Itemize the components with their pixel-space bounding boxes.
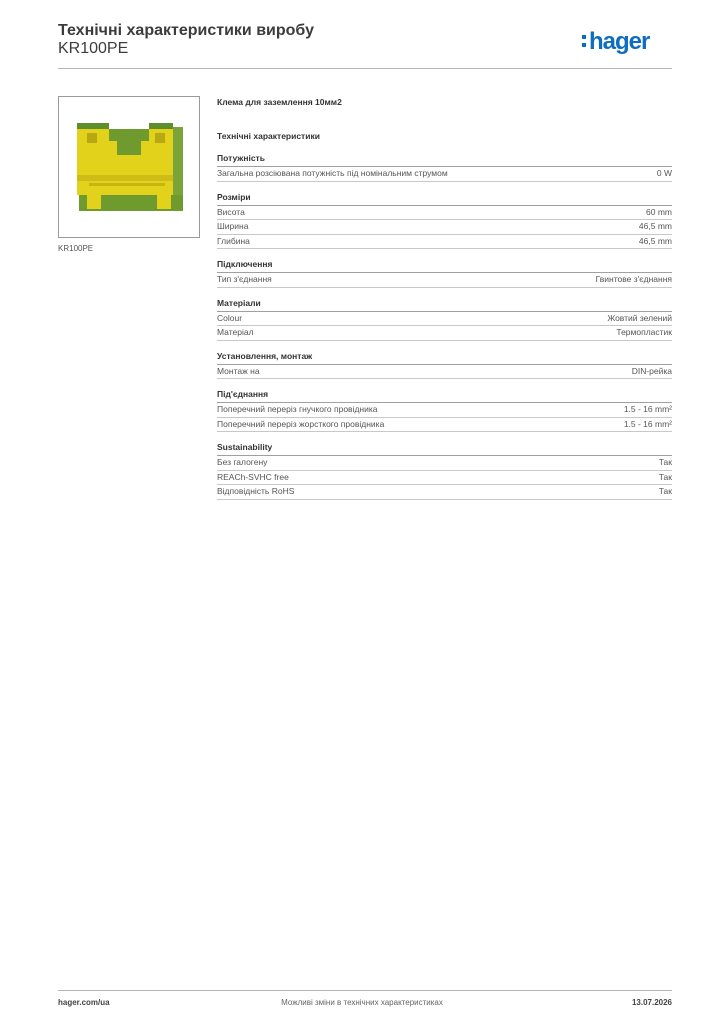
header-divider bbox=[58, 68, 672, 69]
section-connection bbox=[217, 258, 672, 288]
spec-row bbox=[217, 235, 672, 250]
spec-row bbox=[217, 312, 672, 327]
spec-label: Матеріал bbox=[217, 327, 254, 337]
spec-value: 1.5 - 16 mm² bbox=[623, 404, 672, 414]
spec-label: Colour bbox=[217, 312, 243, 323]
section-materials bbox=[217, 297, 672, 341]
spec-label: Ширина bbox=[217, 221, 249, 231]
spec-value: 46,5 mm bbox=[638, 221, 672, 231]
spec-value: Термопластик bbox=[616, 327, 672, 337]
spec-label: Поперечний переріз жорсткого провідника bbox=[217, 418, 385, 429]
spec-value: 0 W bbox=[656, 168, 672, 178]
spec-row bbox=[217, 206, 672, 221]
section-dimensions bbox=[217, 191, 672, 250]
terminal-block-image bbox=[59, 97, 199, 237]
section-title: Потужність bbox=[217, 152, 672, 167]
spec-value: DIN-рейка bbox=[631, 365, 672, 376]
spec-label: Висота bbox=[217, 206, 245, 217]
footer-website-link[interactable]: hager.com/ua bbox=[58, 998, 110, 1007]
image-caption: KR100PE bbox=[58, 244, 94, 253]
spec-value: 60 mm bbox=[646, 206, 672, 217]
section-title: Під'єднання bbox=[217, 388, 672, 403]
spec-value: 1.5 - 16 mm² bbox=[623, 418, 672, 429]
spec-value: Так bbox=[658, 486, 672, 496]
spec-value: Жовтий зелений bbox=[607, 312, 672, 323]
spec-row bbox=[217, 456, 672, 471]
page-title: Технічні характеристики виробу bbox=[58, 22, 314, 39]
spec-label: Поперечний переріз гнучкого провідника bbox=[217, 404, 378, 414]
section-sustainability bbox=[217, 441, 672, 500]
footer-disclaimer: Можливі зміни в технічних характеристиках bbox=[281, 998, 443, 1007]
spec-value: Так bbox=[658, 457, 672, 467]
section-title: Sustainability bbox=[217, 441, 672, 456]
section-title: Розміри bbox=[217, 191, 672, 206]
spec-value: Гвинтове з'єднання bbox=[595, 274, 672, 284]
product-name: Клема для заземлення 10мм2 bbox=[217, 97, 342, 107]
spec-row bbox=[217, 220, 672, 235]
product-code: KR100PE bbox=[58, 40, 129, 57]
spec-row bbox=[217, 365, 672, 380]
section-title: Матеріали bbox=[217, 297, 672, 312]
spec-label: Відповідність RoHS bbox=[217, 486, 295, 496]
spec-row bbox=[217, 167, 672, 182]
spec-label: Тип з'єднання bbox=[217, 274, 272, 284]
section-wiring bbox=[217, 388, 672, 432]
section-title: Установлення, монтаж bbox=[217, 350, 672, 365]
spec-content bbox=[217, 96, 672, 509]
logo-text: hager bbox=[589, 28, 650, 55]
hager-logo bbox=[580, 28, 672, 56]
footer-divider bbox=[58, 990, 672, 991]
spec-value: Так bbox=[658, 471, 672, 482]
spec-value: 46,5 mm bbox=[638, 235, 672, 246]
spec-row bbox=[217, 273, 672, 288]
spec-label: Монтаж на bbox=[217, 365, 260, 376]
footer-date: 13.07.2026 bbox=[631, 998, 672, 1007]
section-title: Підключення bbox=[217, 258, 672, 273]
product-image-frame bbox=[58, 96, 200, 238]
section-power bbox=[217, 152, 672, 182]
spec-row bbox=[217, 326, 672, 341]
spec-row bbox=[217, 403, 672, 418]
spec-label: Загальна розсіювана потужність під номінальним струмом bbox=[217, 168, 448, 178]
spec-row bbox=[217, 485, 672, 500]
tech-heading: Технічні характеристики bbox=[217, 131, 320, 141]
spec-label: REACh-SVHC free bbox=[217, 471, 289, 482]
spec-label: Без галогену bbox=[217, 457, 268, 467]
spec-row bbox=[217, 471, 672, 486]
spec-row bbox=[217, 418, 672, 433]
spec-label: Глибина bbox=[217, 235, 250, 246]
section-installation bbox=[217, 350, 672, 380]
